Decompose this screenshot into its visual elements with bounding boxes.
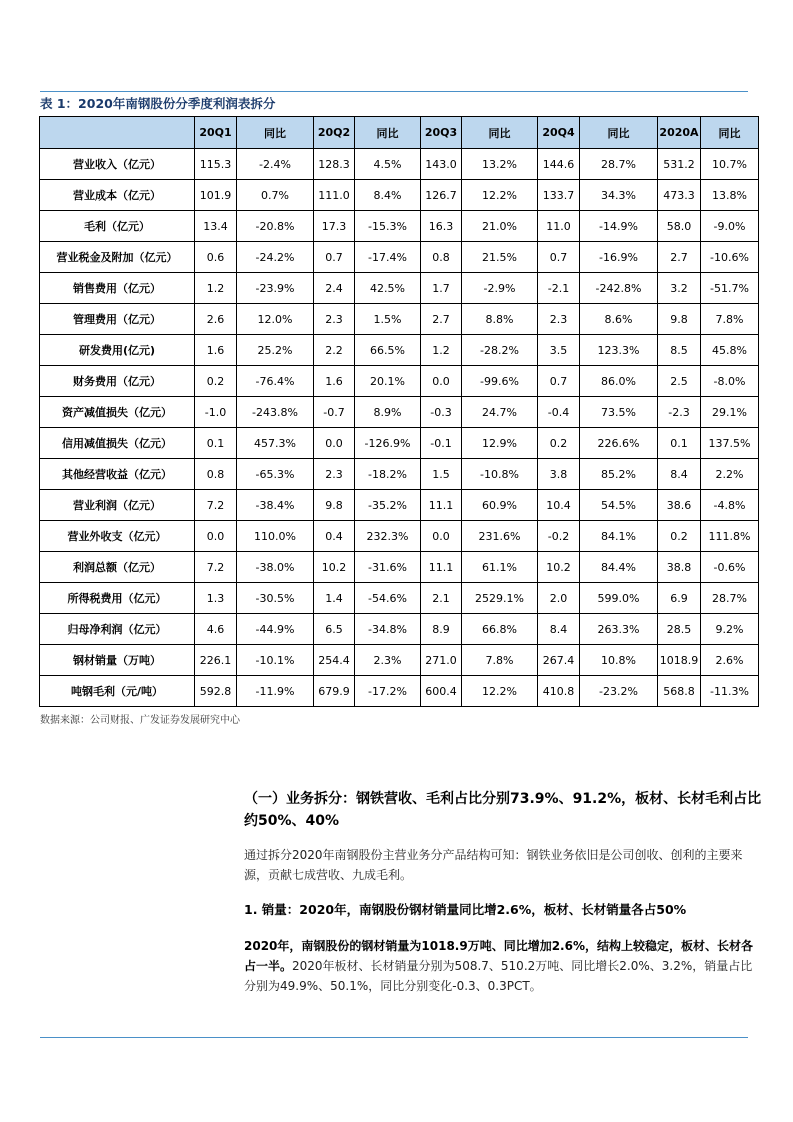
table-cell: -24.2% (237, 242, 314, 273)
table-cell: 12.2% (462, 676, 538, 707)
table-cell: 1.4 (314, 583, 355, 614)
header-cell: 20Q2 (314, 117, 355, 149)
table-cell: -17.2% (355, 676, 421, 707)
table-row (40, 304, 759, 335)
table-cell: 1018.9 (658, 645, 701, 676)
table-row (40, 552, 759, 583)
table-cell: 7.8% (462, 645, 538, 676)
table-cell: -8.0% (701, 366, 759, 397)
table-cell: 123.3% (580, 335, 658, 366)
table-cell: 38.8 (658, 552, 701, 583)
table-cell: -15.3% (355, 211, 421, 242)
table-cell: 0.7 (538, 366, 580, 397)
table-cell: 0.1 (658, 428, 701, 459)
table-cell: 2.6 (195, 304, 237, 335)
table-cell: 111.8% (701, 521, 759, 552)
table-cell: -10.6% (701, 242, 759, 273)
table-cell: 599.0% (580, 583, 658, 614)
table-cell: 11.1 (421, 552, 462, 583)
header-cell: 20Q1 (195, 117, 237, 149)
table-cell: 9.2% (701, 614, 759, 645)
table-cell: 11.0 (538, 211, 580, 242)
table-cell: 8.8% (462, 304, 538, 335)
table-cell: 24.7% (462, 397, 538, 428)
table-cell: 2.2 (314, 335, 355, 366)
table-cell: -35.2% (355, 490, 421, 521)
row-label: 所得税费用（亿元） (40, 583, 195, 614)
table-cell: -0.4 (538, 397, 580, 428)
paragraph-2-bold: 2020年，南钢股份的钢材销量为1018.9万吨、同比增加2.6%，结构上较稳定，板材、长材各占一半。 (244, 939, 753, 973)
table-cell: 8.4 (658, 459, 701, 490)
row-label: 归母净利润（亿元） (40, 614, 195, 645)
table-cell: 8.6% (580, 304, 658, 335)
table-row (40, 397, 759, 428)
table-row (40, 273, 759, 304)
table-row (40, 428, 759, 459)
table-cell: 0.7 (538, 242, 580, 273)
row-label: 资产减值损失（亿元） (40, 397, 195, 428)
table-cell: 66.5% (355, 335, 421, 366)
table-row (40, 490, 759, 521)
table-cell: -1.0 (195, 397, 237, 428)
table-cell: 133.7 (538, 180, 580, 211)
table-cell: 2529.1% (462, 583, 538, 614)
row-label: 营业税金及附加（亿元） (40, 242, 195, 273)
table-cell: -0.3 (421, 397, 462, 428)
table-cell: 4.6 (195, 614, 237, 645)
table-cell: 2.7 (421, 304, 462, 335)
table-cell: 457.3% (237, 428, 314, 459)
row-label: 营业收入（亿元） (40, 149, 195, 180)
table-cell: 3.5 (538, 335, 580, 366)
table-cell: -11.3% (701, 676, 759, 707)
table-cell: -2.9% (462, 273, 538, 304)
header-cell (40, 117, 195, 149)
table-cell: 0.0 (421, 366, 462, 397)
table-cell: 232.3% (355, 521, 421, 552)
table-cell: -243.8% (237, 397, 314, 428)
table-cell: -10.1% (237, 645, 314, 676)
table-cell: 61.1% (462, 552, 538, 583)
row-label: 利润总额（亿元） (40, 552, 195, 583)
table-cell: -242.8% (580, 273, 658, 304)
table-cell: -18.2% (355, 459, 421, 490)
row-label: 吨钢毛利（元/吨） (40, 676, 195, 707)
table-cell: 60.9% (462, 490, 538, 521)
table-cell: -23.2% (580, 676, 658, 707)
table-cell: 3.8 (538, 459, 580, 490)
table-cell: -20.8% (237, 211, 314, 242)
table-row (40, 242, 759, 273)
table-cell: 8.4 (538, 614, 580, 645)
table-cell: 137.5% (701, 428, 759, 459)
header-cell: 同比 (462, 117, 538, 149)
sub-heading: 1. 销量：2020年，南钢股份钢材销量同比增2.6%，板材、长材销量各占50% (244, 902, 687, 917)
table-cell: 0.0 (195, 521, 237, 552)
table-cell: 16.3 (421, 211, 462, 242)
row-label: 营业成本（亿元） (40, 180, 195, 211)
paragraph-2-rest: 2020年板材、长材销量分别为508.7、510.2万吨、同比增长2.0%、3.2%，销量占比分别为49.9%、50.1%，同比分别变化-0.3、0.3PCT。 (244, 959, 753, 993)
table-cell: 679.9 (314, 676, 355, 707)
table-cell: -34.8% (355, 614, 421, 645)
row-label: 管理费用（亿元） (40, 304, 195, 335)
footer-rule (40, 1037, 748, 1038)
profit-table (39, 116, 759, 707)
table-cell: 8.4% (355, 180, 421, 211)
table-cell: -65.3% (237, 459, 314, 490)
section-title: （一）业务拆分：钢铁营收、毛利占比分别73.9%、91.2%，板材、长材毛利占比约50%、40% (244, 791, 762, 829)
table-cell: 45.8% (701, 335, 759, 366)
header-cell: 2020A (658, 117, 701, 149)
table-cell: 531.2 (658, 149, 701, 180)
table-cell: 0.2 (658, 521, 701, 552)
table-cell: 12.0% (237, 304, 314, 335)
table-cell: -28.2% (462, 335, 538, 366)
table-cell: 66.8% (462, 614, 538, 645)
table-cell: 13.2% (462, 149, 538, 180)
table-cell: -23.9% (237, 273, 314, 304)
table-cell: 1.3 (195, 583, 237, 614)
table-cell: 410.8 (538, 676, 580, 707)
table-cell: 0.6 (195, 242, 237, 273)
header-cell: 同比 (355, 117, 421, 149)
table-row (40, 149, 759, 180)
header-cell: 同比 (580, 117, 658, 149)
table-row (40, 614, 759, 645)
header-cell: 同比 (237, 117, 314, 149)
table-cell: 7.2 (195, 490, 237, 521)
table-cell: 231.6% (462, 521, 538, 552)
table-cell: 473.3 (658, 180, 701, 211)
table-cell: 263.3% (580, 614, 658, 645)
table-cell: 592.8 (195, 676, 237, 707)
table-cell: 21.0% (462, 211, 538, 242)
table-cell: 9.8 (314, 490, 355, 521)
header-cell: 20Q4 (538, 117, 580, 149)
table-cell: 12.9% (462, 428, 538, 459)
table-cell: 1.5% (355, 304, 421, 335)
row-label: 其他经营收益（亿元） (40, 459, 195, 490)
row-label: 财务费用（亿元） (40, 366, 195, 397)
table-cell: 10.4 (538, 490, 580, 521)
table-cell: -16.9% (580, 242, 658, 273)
table-cell: -2.4% (237, 149, 314, 180)
table-row (40, 645, 759, 676)
table-cell: 2.5 (658, 366, 701, 397)
row-label: 营业利润（亿元） (40, 490, 195, 521)
table-cell: 54.5% (580, 490, 658, 521)
table-cell: 101.9 (195, 180, 237, 211)
table-cell: 2.3 (314, 304, 355, 335)
table-cell: 8.9 (421, 614, 462, 645)
table-cell: 226.1 (195, 645, 237, 676)
table-cell: 2.1 (421, 583, 462, 614)
table-cell: 12.2% (462, 180, 538, 211)
table-cell: 2.3 (538, 304, 580, 335)
table-cell: 2.3% (355, 645, 421, 676)
table-cell: 6.9 (658, 583, 701, 614)
table-cell: 254.4 (314, 645, 355, 676)
table-cell: 0.4 (314, 521, 355, 552)
table-cell: 1.2 (195, 273, 237, 304)
table-cell: 2.3 (314, 459, 355, 490)
header-cell: 同比 (701, 117, 759, 149)
table-cell: -0.7 (314, 397, 355, 428)
table-row (40, 676, 759, 707)
table-cell: 568.8 (658, 676, 701, 707)
row-label: 营业外收支（亿元） (40, 521, 195, 552)
table-cell: -38.0% (237, 552, 314, 583)
table-cell: 8.5 (658, 335, 701, 366)
table-cell: 10.2 (314, 552, 355, 583)
table-row (40, 583, 759, 614)
table-cell: 0.2 (195, 366, 237, 397)
table-cell: 73.5% (580, 397, 658, 428)
table-cell: -51.7% (701, 273, 759, 304)
table-row (40, 459, 759, 490)
table-cell: 226.6% (580, 428, 658, 459)
table-cell: 10.2 (538, 552, 580, 583)
table-cell: 11.1 (421, 490, 462, 521)
table-cell: 0.7% (237, 180, 314, 211)
table-cell: 0.8 (421, 242, 462, 273)
row-label: 毛利（亿元） (40, 211, 195, 242)
table-cell: 28.7% (701, 583, 759, 614)
table-cell: -2.1 (538, 273, 580, 304)
table-cell: 42.5% (355, 273, 421, 304)
table-cell: 4.5% (355, 149, 421, 180)
table-cell: 0.2 (538, 428, 580, 459)
table-cell: -54.6% (355, 583, 421, 614)
table-cell: 6.5 (314, 614, 355, 645)
table-cell: 2.0 (538, 583, 580, 614)
table-cell: 2.4 (314, 273, 355, 304)
row-label: 信用减值损失（亿元） (40, 428, 195, 459)
table-cell: 126.7 (421, 180, 462, 211)
table-cell: 8.9% (355, 397, 421, 428)
table-cell: 128.3 (314, 149, 355, 180)
header-rule (40, 91, 748, 92)
table-cell: 1.6 (314, 366, 355, 397)
table-cell: 1.2 (421, 335, 462, 366)
table-cell: 110.0% (237, 521, 314, 552)
table-cell: 85.2% (580, 459, 658, 490)
table-cell: -10.8% (462, 459, 538, 490)
table-cell: -30.5% (237, 583, 314, 614)
table-cell: 0.7 (314, 242, 355, 273)
table-cell: 3.2 (658, 273, 701, 304)
table-cell: 267.4 (538, 645, 580, 676)
table-cell: -31.6% (355, 552, 421, 583)
table-cell: 143.0 (421, 149, 462, 180)
table-cell: 17.3 (314, 211, 355, 242)
table-header-row (40, 117, 759, 149)
table-cell: 84.1% (580, 521, 658, 552)
table-cell: 25.2% (237, 335, 314, 366)
table-cell: 86.0% (580, 366, 658, 397)
table-cell: 600.4 (421, 676, 462, 707)
table-cell: 9.8 (658, 304, 701, 335)
table-cell: 271.0 (421, 645, 462, 676)
table-cell: -99.6% (462, 366, 538, 397)
table-cell: 0.1 (195, 428, 237, 459)
table-cell: -0.1 (421, 428, 462, 459)
table-cell: -38.4% (237, 490, 314, 521)
header-cell: 20Q3 (421, 117, 462, 149)
table-cell: -126.9% (355, 428, 421, 459)
table-row (40, 335, 759, 366)
table-row (40, 366, 759, 397)
table-cell: 28.5 (658, 614, 701, 645)
table-cell: -17.4% (355, 242, 421, 273)
table-cell: 2.6% (701, 645, 759, 676)
table-cell: -11.9% (237, 676, 314, 707)
paragraph-1: 通过拆分2020年南钢股份主营业务分产品结构可知：钢铁业务依旧是公司创收、创利的主要来源，贡献七成营收、九成毛利。 (244, 848, 743, 882)
table-cell: -4.8% (701, 490, 759, 521)
table-caption: 表 1：2020年南钢股份分季度利润表拆分 (40, 96, 276, 111)
table-cell: 20.1% (355, 366, 421, 397)
table-cell: 34.3% (580, 180, 658, 211)
table-cell: 10.8% (580, 645, 658, 676)
table-source: 数据来源：公司财报、广发证券发展研究中心 (40, 715, 240, 726)
table-cell: 84.4% (580, 552, 658, 583)
table-cell: 7.8% (701, 304, 759, 335)
table-cell: 1.5 (421, 459, 462, 490)
table-cell: -44.9% (237, 614, 314, 645)
table-cell: -2.3 (658, 397, 701, 428)
table-cell: -0.6% (701, 552, 759, 583)
table-cell: 1.6 (195, 335, 237, 366)
table-cell: -14.9% (580, 211, 658, 242)
table-cell: 0.0 (314, 428, 355, 459)
row-label: 钢材销量（万吨） (40, 645, 195, 676)
row-label: 销售费用（亿元） (40, 273, 195, 304)
table-cell: 29.1% (701, 397, 759, 428)
table-cell: 0.8 (195, 459, 237, 490)
table-cell: 13.4 (195, 211, 237, 242)
table-cell: 0.0 (421, 521, 462, 552)
table-cell: 111.0 (314, 180, 355, 211)
table-cell: -9.0% (701, 211, 759, 242)
table-cell: 58.0 (658, 211, 701, 242)
table-cell: 115.3 (195, 149, 237, 180)
table-cell: 2.2% (701, 459, 759, 490)
table-cell: 7.2 (195, 552, 237, 583)
table-cell: 10.7% (701, 149, 759, 180)
table-cell: 1.7 (421, 273, 462, 304)
table-cell: 28.7% (580, 149, 658, 180)
table-cell: 2.7 (658, 242, 701, 273)
table-row (40, 211, 759, 242)
table-cell: 38.6 (658, 490, 701, 521)
paragraph-2 (244, 936, 764, 996)
table-cell: 21.5% (462, 242, 538, 273)
table-cell: 144.6 (538, 149, 580, 180)
table-row (40, 180, 759, 211)
table-row (40, 521, 759, 552)
table-cell: -76.4% (237, 366, 314, 397)
table-body (40, 149, 759, 707)
table-cell: 13.8% (701, 180, 759, 211)
table-cell: -0.2 (538, 521, 580, 552)
row-label: 研发费用(亿元) (40, 335, 195, 366)
